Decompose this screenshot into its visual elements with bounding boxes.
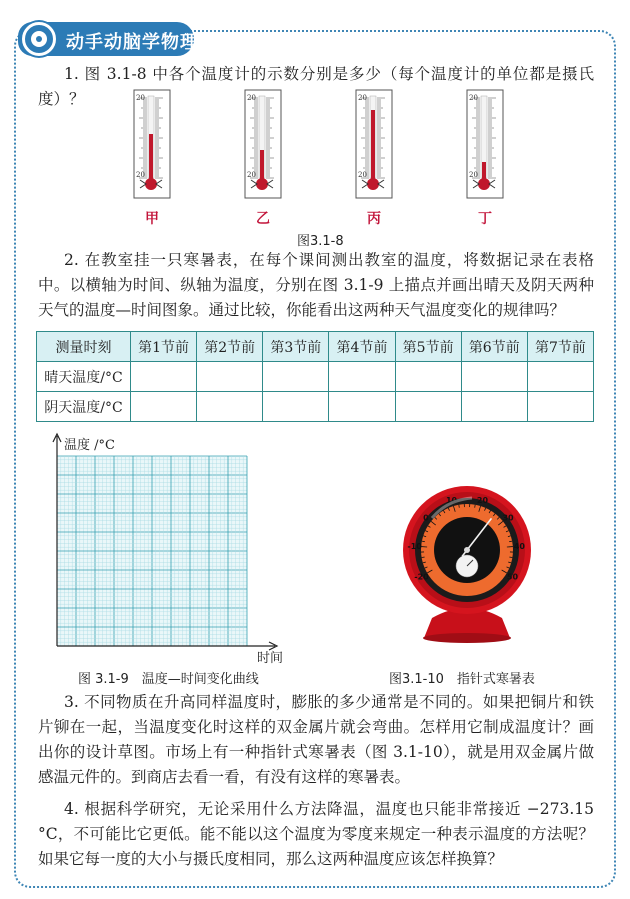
question-1: 1. 图 3.1-8 中各个温度计的示数分别是多少（每个温度计的单位都是摄氏度）？ bbox=[38, 65, 594, 108]
dial-scale-label: 30 bbox=[502, 513, 514, 523]
table-row bbox=[37, 392, 594, 422]
graph-paper bbox=[42, 432, 292, 664]
thermometer-label: 丁 bbox=[478, 211, 492, 227]
table-header-cell: 第2节前 bbox=[197, 332, 263, 362]
table-cell bbox=[131, 392, 197, 422]
dial-scale-label: -10 bbox=[407, 542, 422, 552]
table-cell bbox=[395, 362, 461, 392]
thermometer bbox=[233, 88, 293, 208]
table-cell bbox=[263, 392, 329, 422]
thermometer-label: 乙 bbox=[256, 211, 270, 227]
thermometer-label: 丙 bbox=[367, 211, 381, 227]
scale-label-bottom: 20 bbox=[358, 171, 367, 179]
table-cell bbox=[527, 362, 593, 392]
scale-label-top: 20 bbox=[469, 94, 478, 102]
table-cell bbox=[395, 392, 461, 422]
question-2: 2. 在教室挂一只寒暑表，在每个课间测出教室的温度，将数据记录在表格中。以横轴为时间、纵轴为温度，分别在图 3.1-9 上描点并画出晴天及阴天两种天气的温度—时间图象。通过比较，你能看出这两种天气温度变化的规律吗？ bbox=[38, 251, 594, 319]
scale-label-top: 20 bbox=[358, 94, 367, 102]
question-3: 3. 不同物质在升高同样温度时，膨胀的多少通常是不同的。如果把铜片和铁片铆在一起，当温度变化时这样的双金属片就会弯曲。怎样用它制成温度计？画出你的设计草图。市场上有一种指针式寒暑表（图 3.1-10），就是用双金属片做感温元件的。到商店去看一看，有没有这样的寒暑表。 bbox=[38, 693, 594, 786]
table-header-cell: 第7节前 bbox=[527, 332, 593, 362]
thermometer-label: 甲 bbox=[145, 211, 159, 227]
section-title: 动手动脑学物理 bbox=[66, 32, 199, 53]
graph-y-label: 温度 /°C bbox=[64, 438, 115, 453]
row-label-cloudy: 阴天温度/°C bbox=[37, 392, 131, 422]
dial-scale-label: 50 bbox=[506, 572, 519, 582]
thermometer bbox=[122, 88, 182, 208]
dial-scale-label: -20 bbox=[414, 572, 429, 582]
table-cell bbox=[461, 362, 527, 392]
table-header-cell: 测量时刻 bbox=[37, 332, 131, 362]
dial-scale-label: 40 bbox=[513, 542, 525, 552]
table-cell bbox=[527, 392, 593, 422]
header-logo-icon bbox=[22, 22, 56, 56]
table-row bbox=[37, 362, 594, 392]
table-header-cell: 第4节前 bbox=[329, 332, 395, 362]
scale-label-top: 20 bbox=[247, 94, 256, 102]
dial-thermometer-image bbox=[402, 478, 532, 648]
scale-label-top: 20 bbox=[136, 94, 145, 102]
temperature-record-table bbox=[36, 331, 594, 422]
table-cell bbox=[197, 362, 263, 392]
dial-thermometer bbox=[402, 478, 532, 652]
scale-label-bottom: 20 bbox=[469, 171, 478, 179]
figure-caption-3-1-9: 图 3.1-9 温度—时间变化曲线 bbox=[78, 672, 259, 687]
scale-label-bottom: 20 bbox=[136, 171, 145, 179]
temperature-time-graph bbox=[42, 432, 292, 668]
table-header-cell: 第5节前 bbox=[395, 332, 461, 362]
figure-caption-3-1-8: 图3.1-8 bbox=[297, 234, 344, 249]
graph-x-label: 时间 bbox=[257, 651, 284, 666]
row-label-sunny: 晴天温度/°C bbox=[37, 362, 131, 392]
scale-label-bottom: 20 bbox=[247, 171, 256, 179]
table-cell bbox=[461, 392, 527, 422]
table-header-cell: 第6节前 bbox=[461, 332, 527, 362]
table-header-cell: 第3节前 bbox=[263, 332, 329, 362]
dial-scale-label: 10 bbox=[445, 495, 458, 505]
table-cell bbox=[197, 392, 263, 422]
thermometer bbox=[344, 88, 404, 208]
figure-caption-3-1-10: 图3.1-10 指针式寒暑表 bbox=[389, 672, 535, 687]
question-4: 4. 根据科学研究，无论采用什么方法降温，温度也只能非常接近 −273.15 °C，不可能比它更低。能不能以这个温度为零度来规定一种表示温度的方法呢？如果它每一度的大小与摄氏度相同，那么这两种温度应该怎样换算？ bbox=[38, 800, 594, 868]
table-header-cell: 第1节前 bbox=[131, 332, 197, 362]
table-cell bbox=[329, 362, 395, 392]
table-cell bbox=[263, 362, 329, 392]
dial-scale-label: 0 bbox=[423, 513, 429, 523]
table-cell bbox=[131, 362, 197, 392]
thermometer bbox=[455, 88, 515, 208]
dial-scale-label: 20 bbox=[476, 495, 489, 505]
table-cell bbox=[329, 392, 395, 422]
table-header-row bbox=[37, 332, 594, 362]
